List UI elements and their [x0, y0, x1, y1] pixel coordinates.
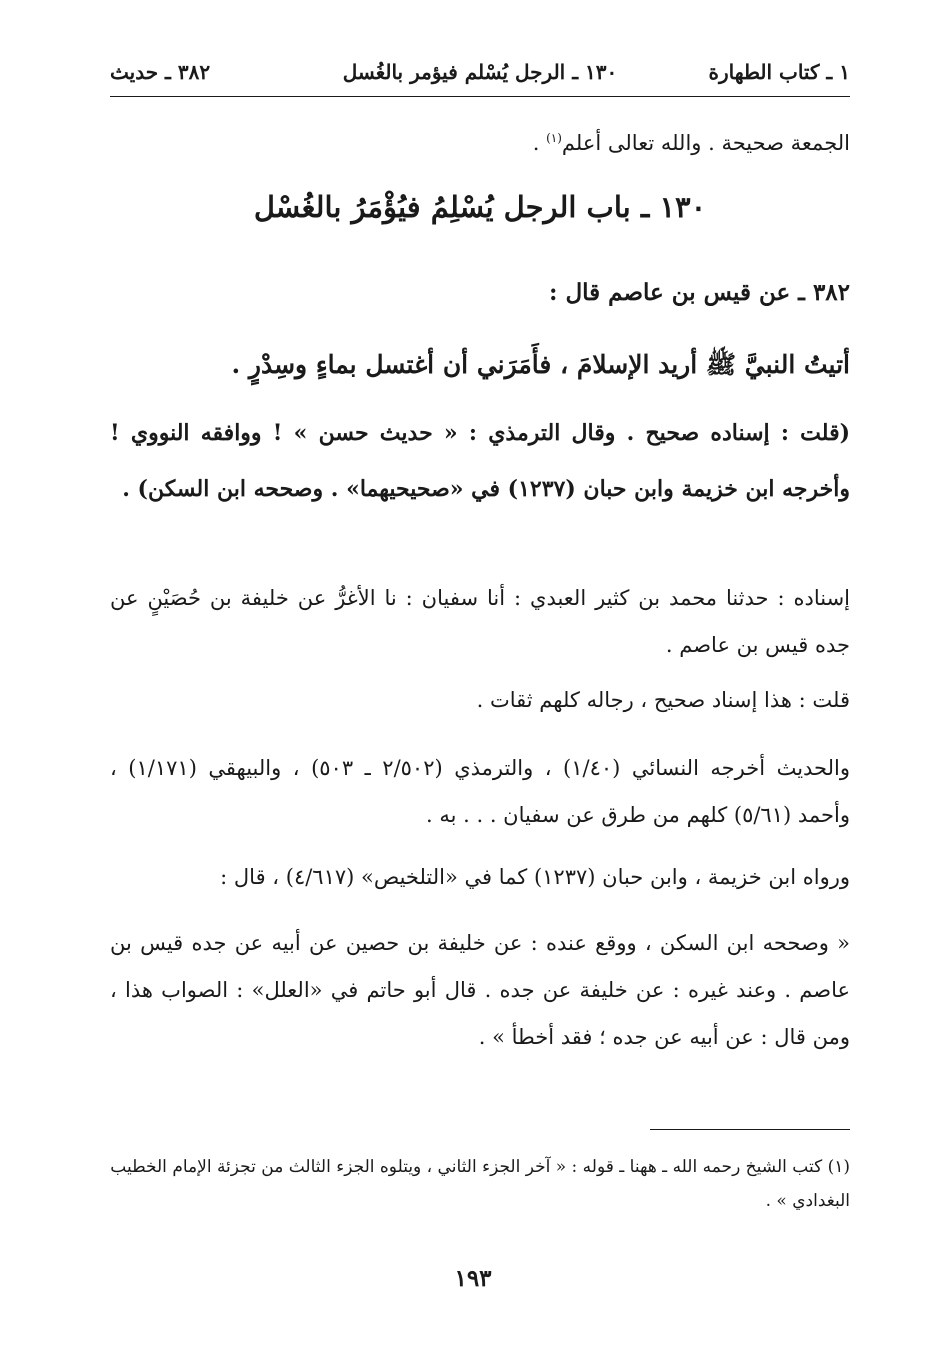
- page-number: ١٩٣: [454, 1265, 492, 1292]
- continuation-end: .: [532, 131, 547, 155]
- header-divider: [110, 96, 850, 97]
- takhrij-paragraph: والحديث أخرجه النسائي (١/٤٠) ، والترمذي (٢/٥٠٢ ـ ٥٠٣) ، والبيهقي (١/١٧١) ، وأحمد (٥/٦١) كلهم من طرق عن سفيان . . . به .: [110, 756, 850, 827]
- grading-paragraph: قلت : هذا إسناد صحيح ، رجاله كلهم ثقات .: [476, 688, 850, 712]
- hadith-text: أتيتُ النبيَّ ﷺ أريد الإسلامَ ، فأَمَرَني أن أغتسل بماءٍ وسِدْرٍ .: [231, 350, 850, 379]
- isnad-paragraph: إسناده : حدثنا محمد بن كثير العبدي : أنا سفيان : نا الأغرُّ عن خليفة بن حُصَيْنٍ عن جده قيس بن عاصم .: [110, 586, 850, 657]
- hadith-heading: ٣٨٢ ـ عن قيس بن عاصم قال :: [548, 279, 850, 306]
- footnote-reference: (١): [546, 131, 562, 145]
- header-chapter-title: ١٣٠ ـ الرجل يُسْلم فيؤمر بالغُسل: [342, 60, 618, 84]
- footnote: (١) كتب الشيخ رحمه الله ـ ههنا ـ قوله : « آخر الجزء الثاني ، ويتلوه الجزء الثالث من تجزئة الإمام الخطيب البغدادي » .: [110, 1157, 850, 1211]
- running-header: [110, 58, 850, 94]
- authentication-note: (قلت : إسناده صحيح . وقال الترمذي : « حديث حسن » ! ووافقه النووي ! وأخرجه ابن خزيمة وابن حبان (١٢٣٧) في «صحيحيهما» . وصححه ابن السكن) .: [110, 420, 850, 502]
- header-book-title: ١ ـ كتاب الطهارة: [708, 60, 850, 84]
- footnote-divider: [650, 1129, 850, 1130]
- quoted-paragraph: « وصححه ابن السكن ، ووقع عنده : عن خليفة بن حصين عن أبيه عن جده قيس بن عاصم . وعند غيره : عن خليفة عن جده . قال أبو حاتم في «العلل» : الصواب هذا ، ومن قال : عن أبيه عن جده ؛ فقد أخطأ » .: [110, 931, 850, 1049]
- narration-paragraph: ورواه ابن خزيمة ، وابن حبان (١٢٣٧) كما في «التلخيص» (٤/٦١٧) ، قال :: [220, 865, 850, 889]
- continuation-paragraph: [110, 116, 850, 166]
- continuation-text: الجمعة صحيحة . والله تعالى أعلم: [561, 131, 850, 155]
- header-hadith-number: ٣٨٢ ـ حديث: [110, 60, 211, 84]
- chapter-title: ١٣٠ ـ باب الرجل يُسْلِمُ فيُؤْمَرُ بالغُسْل: [253, 190, 707, 224]
